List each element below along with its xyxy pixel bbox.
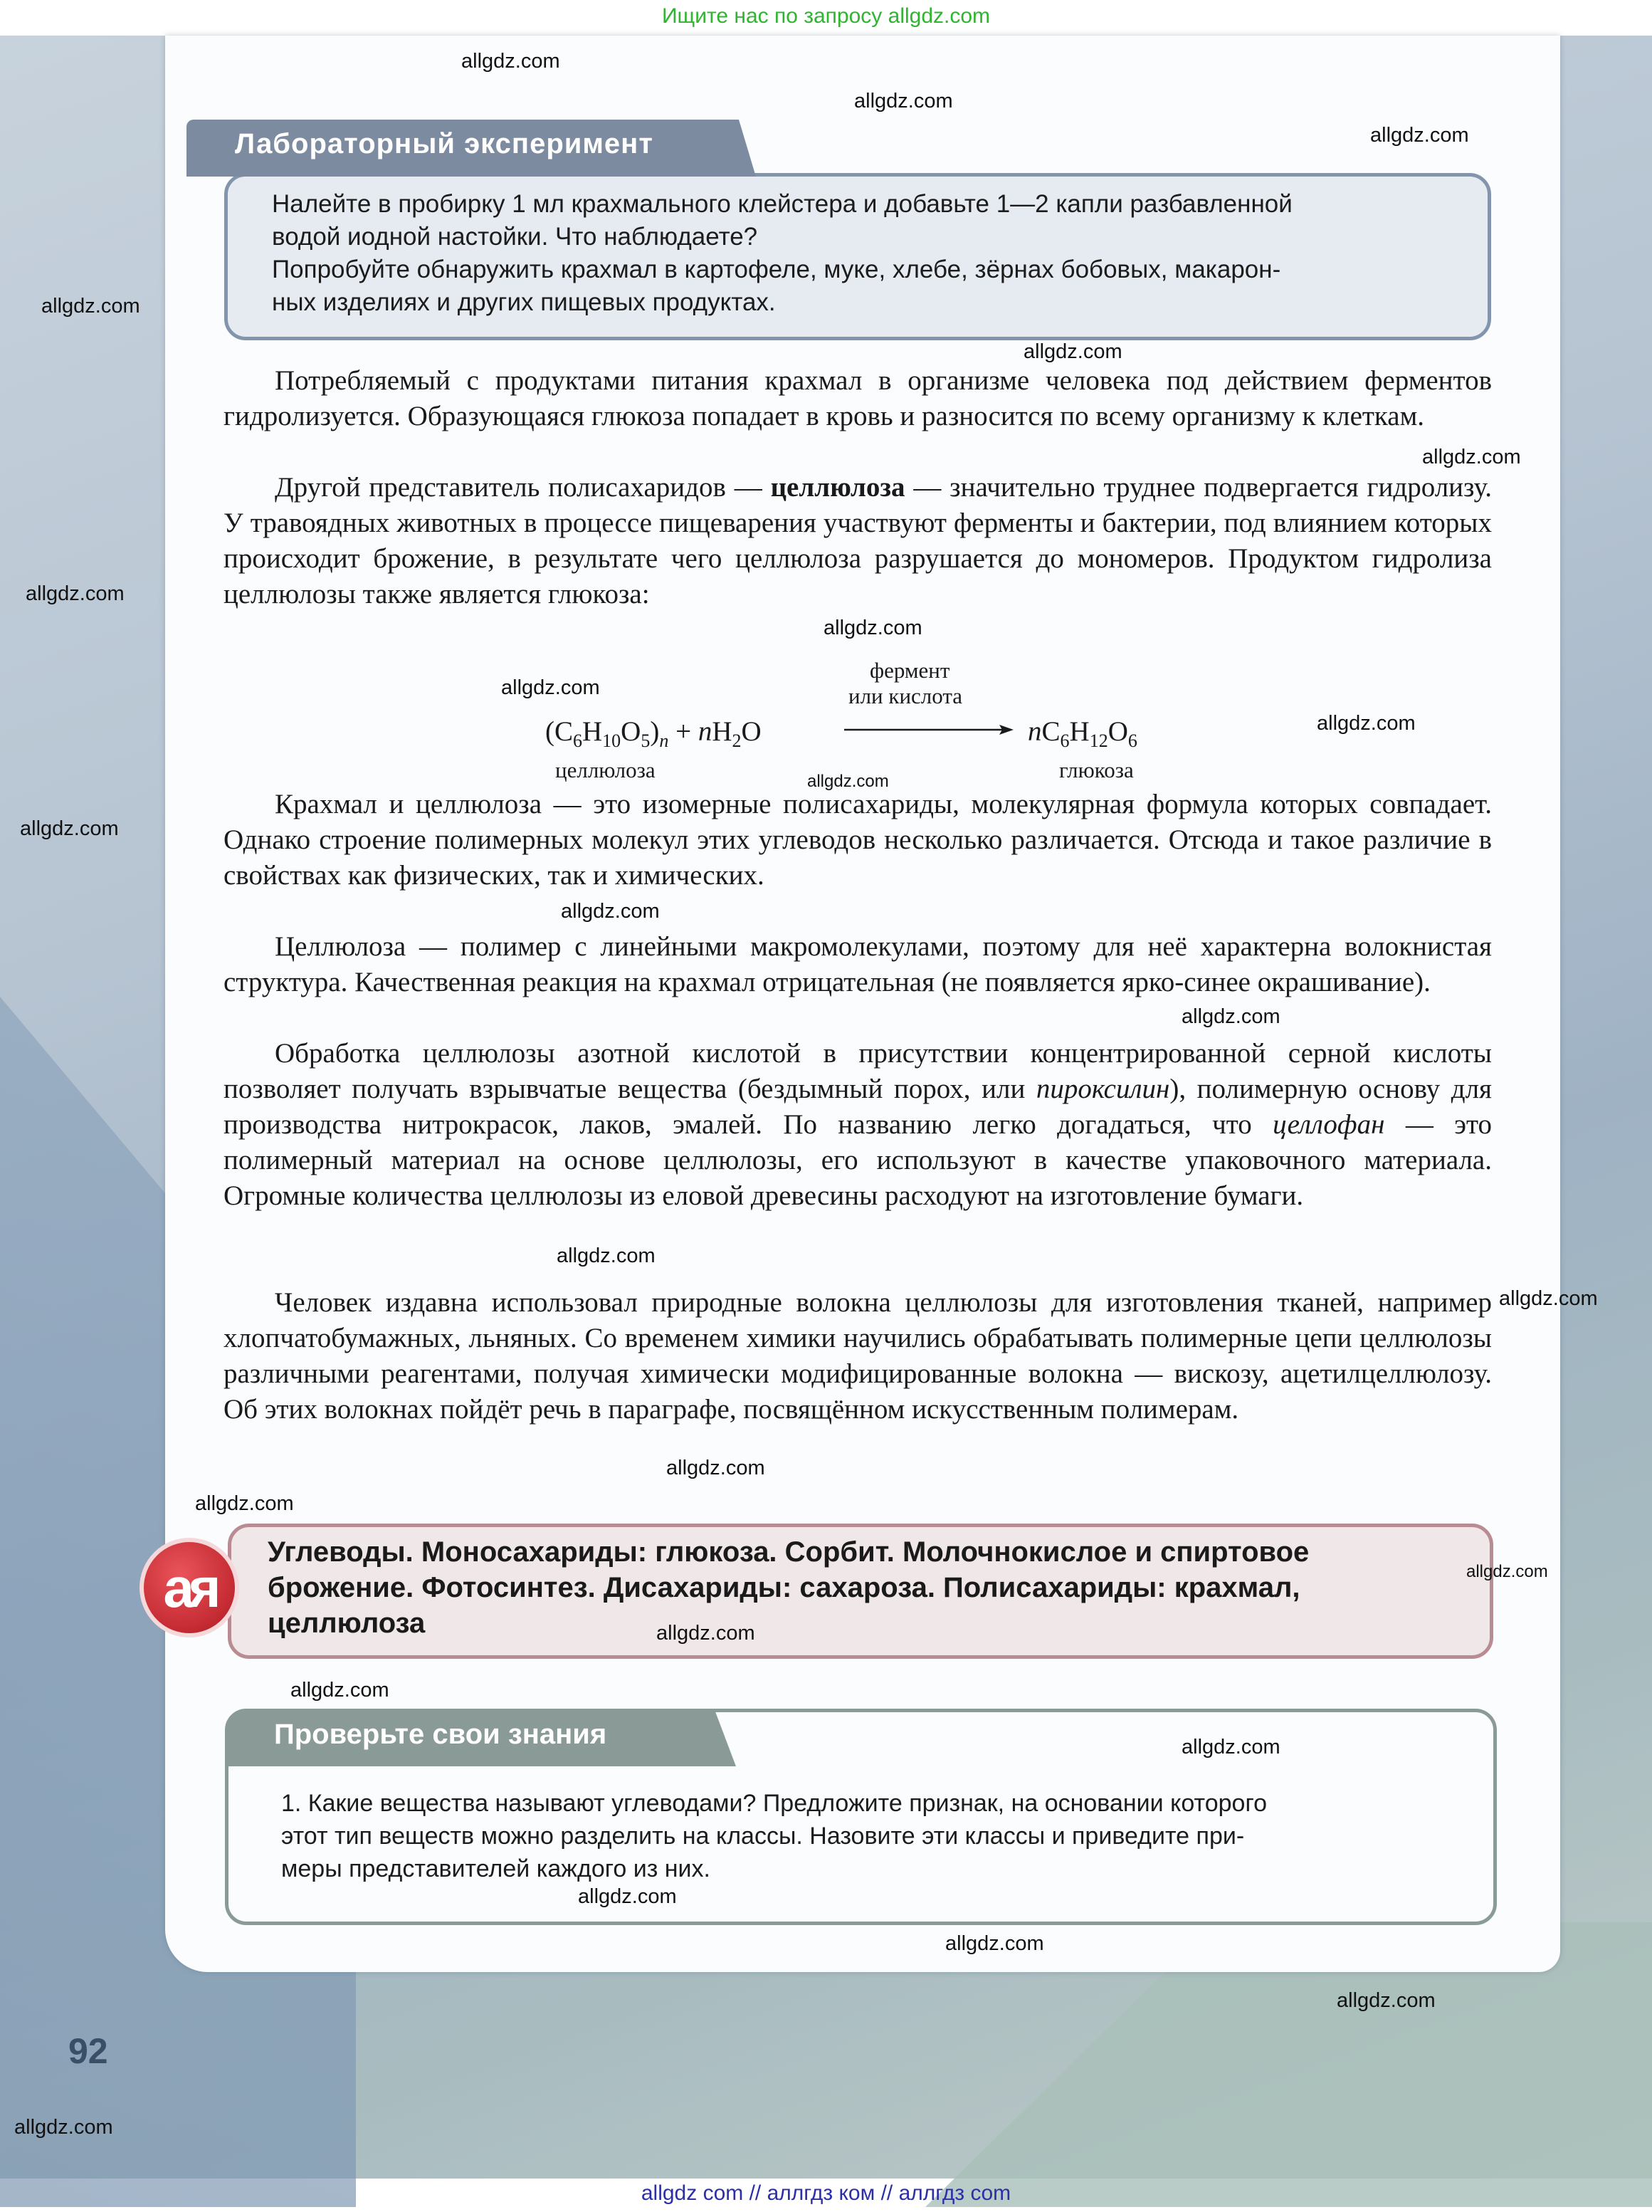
watermark: allgdz.com <box>14 2116 113 2139</box>
watermark: allgdz.com <box>1182 1736 1280 1758</box>
watermark: allgdz.com <box>1370 124 1469 147</box>
arrow-label-2: или кислота <box>848 683 963 708</box>
glossary-line: брожение. Фотосинтез. Дисахариды: сахароза. Полисахариды: крахмал, <box>268 1572 1300 1603</box>
lab-text-line: ных изделиях и других пищевых продуктах. <box>272 288 776 316</box>
watermark: allgdz.com <box>20 817 119 840</box>
paragraph: Человек издавна использовал природные волокна целлюлозы для изготовления тканей, например хлопчатобумажных, льняных. Со временем химики научились обрабатывать полимерные цепи целлюлозы различными реагентами, получая химически модифицированные волокна — вискозу, ацетилцеллюлозу. Об этих волокнах пойдёт речь в параграфе, посвящённом искусственным полимерам. <box>223 1287 1492 1425</box>
question-line: этот тип веществ можно разделить на классы. Назовите эти классы и приведите при- <box>281 1823 1245 1850</box>
term-cellulose: целлюлоза <box>770 472 905 503</box>
watermark: allgdz.com <box>945 1932 1044 1955</box>
watermark: allgdz.com <box>854 90 953 112</box>
lab-text-line: водой иодной настойки. Что наблюдаете? <box>272 223 758 251</box>
watermark: allgdz.com <box>557 1244 656 1267</box>
question-line: меры представителей каждого из них. <box>281 1855 710 1882</box>
glossary-line: Углеводы. Моносахариды: глюкоза. Сорбит. Молочнокислое и спиртовое <box>268 1536 1310 1568</box>
watermark: allgdz.com <box>1499 1287 1598 1310</box>
watermark: allgdz.com <box>561 900 660 923</box>
top-banner[interactable]: Ищите нас по запросу allgdz.com <box>661 4 991 28</box>
label-cellulose: целлюлоза <box>555 758 656 782</box>
check-knowledge-title: Проверьте свои знания <box>274 1719 607 1750</box>
glossary-line: целлюлоза <box>268 1608 426 1639</box>
watermark: allgdz.com <box>656 1622 755 1645</box>
question-line: 1. Какие вещества называют углеводами? Предложите признак, на основании которого <box>281 1790 1268 1817</box>
paragraph: Другой представитель полисахаридов — целлюлоза — значительно труднее подвергается гидролизу. У травоядных животных в процессе пищеварения участвуют ферменты и бактерии, под влиянием которых происходит брожение, в результате чего целлюлоза разрушается до мономеров. Продуктом гидролиза целлюлозы также является глюкоза: <box>223 472 1492 609</box>
watermark: allgdz.com <box>26 582 125 605</box>
term-cellophane: целлофан <box>1273 1109 1385 1140</box>
watermark: allgdz.com <box>1422 446 1521 468</box>
paragraph: Потребляемый с продуктами питания крахмал в организме человека под действием ферментов гидролизуется. Образующаяся глюкоза попадает в кровь и разносится по всему организму к клеткам. <box>223 365 1492 431</box>
watermark: allgdz.com <box>807 772 889 791</box>
watermark: allgdz.com <box>41 295 140 318</box>
bottom-banner[interactable]: allgdz com // аллгдз ком // аллгдз com <box>641 2181 1011 2205</box>
paragraph: Целлюлоза — полимер с линейными макромолекулами, поэтому для неё характерна волокнистая структура. Качественная реакция на крахмал отрицательная (не появляется ярко-синее окрашивание). <box>223 931 1492 997</box>
watermark: allgdz.com <box>461 50 560 73</box>
label-glucose: глюкоза <box>1059 758 1134 782</box>
reaction-arrow <box>844 719 1015 740</box>
paragraph: Крахмал и целлюлоза — это изомерные полисахариды, молекулярная формула которых совпадает. Однако строение полимерных молекул этих углеводов несколько различается. Отсюда и такое различие в свойствах как физических, так и химических. <box>223 789 1492 891</box>
glossary-icon: ая <box>140 1538 239 1637</box>
watermark: allgdz.com <box>666 1457 765 1479</box>
lab-text-line: Попробуйте обнаружить крахмал в картофеле, муке, хлебе, зёрнах бобовых, макарон- <box>272 256 1281 283</box>
lab-text-line: Налейте в пробирку 1 мл крахмального клейстера и добавьте 1—2 капли разбавленной <box>272 190 1293 218</box>
arrow-label-1: фермент <box>870 658 950 683</box>
watermark: allgdz.com <box>1466 1562 1548 1581</box>
watermark: allgdz.com <box>501 676 600 699</box>
watermark: allgdz.com <box>195 1492 294 1515</box>
watermark: allgdz.com <box>1317 712 1416 735</box>
term-pyroxylin: пироксилин <box>1036 1074 1170 1104</box>
paragraph: Обработка целлюлозы азотной кислотой в присутствии концентрированной серной кислоты позволяет получать взрывчатые вещества (бездымный порох, или пироксилин), полимерную основу для производства нитрокрасок, лаков, эмалей. По названию легко догадаться, что целлофан — это полимерный материал на основе целлюлозы, его используют в качестве упаковочного материала. Огромные количества целлюлозы из еловой древесины расходуют на изготовление бумаги. <box>223 1038 1492 1211</box>
equation-left: $(C_6H_{10}O_5)_n + nH_2O$ <box>545 716 762 751</box>
watermark: allgdz.com <box>1024 340 1122 363</box>
lab-experiment-title: Лабораторный эксперимент <box>235 128 653 159</box>
watermark: allgdz.com <box>824 617 922 639</box>
watermark: allgdz.com <box>1182 1005 1280 1028</box>
watermark: allgdz.com <box>578 1885 677 1908</box>
page-number: 92 <box>68 2031 108 2071</box>
equation-right: $nC_6H_{12}O_6$ <box>1028 716 1137 751</box>
watermark: allgdz.com <box>1337 1989 1436 2012</box>
watermark: allgdz.com <box>290 1679 389 1702</box>
